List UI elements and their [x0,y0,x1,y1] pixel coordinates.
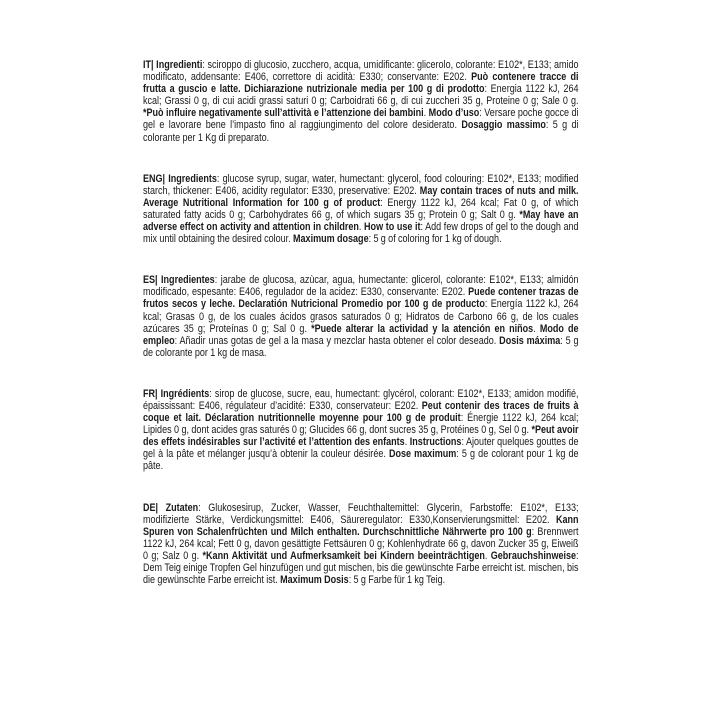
bold-text-segment: Kann Spuren von Schalenfrüchten und Milch enthalten. Durchschnittliche Nährwerte pro 100 g [143,513,579,538]
bold-text-segment: *Può influire negativamente sull’attività e l’attenzione dei bambini [143,107,424,120]
text-segment: . [404,436,410,449]
text-segment: . [358,221,365,234]
text-segment: : 5 g di colorante per 1 Kg di preparato. [143,119,579,144]
bold-text-segment: ES| Ingredientes [143,274,215,287]
bold-text-segment: *Kann Aktivität und Aufmerksamkeit bei Kindern beeinträchtigen [202,549,485,562]
ingredient-section-de [143,502,579,587]
text-segment: : Add few drops of gel to the dough and mix until obtaining the desired colour. [143,221,579,246]
bold-text-segment: Gebrauchshinweise [490,549,577,562]
bold-text-segment: Modo de empleo [143,322,579,347]
bold-text-segment: *Peut avoir des effets indésirables sur l’activité et l’attention des enfants [143,424,579,449]
bold-text-segment: Maximum dosage [293,233,369,246]
ingredient-section-eng [143,173,579,246]
text-segment: : jarabe de glucosa, azùcar, agua, humectante: glicerol, colorante: E102*, E133; almidón modificado, espesante: E406, regulador de la acidez: E330, conservante: E202. [143,274,579,299]
text-segment: : 5 g de colorante por 1 kg de masa. [143,334,579,359]
ingredient-section-fr [143,388,579,473]
text-segment: : Dem Teig einige Tropfen Gel hinzufügen und gut mischen, bis die gewünschte Farbe erreicht ist. mischen, bis die gewünschte Farbe erreicht ist. [143,549,579,587]
text-segment: : sirop de glucose, sucre, eau, humectant: glycérol, colorant: E102*, E133; amidon modifié, épaississant: E406, régulateur d’acidité: E330, conservateur: E202. [143,387,579,412]
text-segment: . [484,549,491,562]
bold-text-segment: DE| Zutaten [143,501,199,514]
text-segment: : glucose syrup, sugar, water, humectant: glycerol, food colouring: E102*, E133; modified starch, thickener: E406, acidity regulator: E330, preservative: E202. [143,172,579,197]
bold-text-segment: Dosaggio massimo [461,119,546,132]
text-segment: : 5 g de colorant pour 1 kg de pâte. [143,448,579,473]
bold-text-segment: Instructions [409,436,462,449]
text-segment: : sciroppo di glucosio, zucchero, acqua, umidificante: glicerolo, colorante: E102*, E133; amido modificato, addensante: E406, correttore di acidità: E330; conservante: E202. [143,59,579,84]
text-segment: : Glukosesirup, Zucker, Wasser, Feuchthaltemittel: Glycerin, Farbstoffe: E102*, E133; modifizierte Stärke, Verdickungsmittel: E406, Säureregulator: E330,Konservierungsmittel: E202. [143,501,579,526]
bold-text-segment: How to use it [364,221,421,234]
text-segment: : 5 g of coloring for 1 kg of dough. [368,233,502,246]
bold-text-segment: Dose maximum [388,448,457,461]
bold-text-segment: May contain traces of nuts and milk. Average Nutritional Information for 100 g of product [143,184,579,209]
bold-text-segment: *May have an adverse effect on activity and attention in children [143,208,579,234]
text-segment: : Energia 1122 kJ, 264 kcal; Grassi 0 g, di cui acidi grassi saturi 0 g; Carboidrati 66 g, di cui zuccheri 35 g, Proteine 0 g; Sale 0 g. [143,83,579,108]
bold-text-segment: Può contenere tracce di frutta a guscio e latte. Dichiarazione nutrizionale media per 100 g di prodotto [143,71,579,96]
text-segment: : Versare poche gocce di gel e lavorare bene l’impasto fino al raggiungimento del colore desiderato. [143,107,579,132]
text-segment: : 5 g Farbe für 1 kg Teig. [348,574,446,587]
bold-text-segment: Maximum Dosis [280,574,349,587]
text-segment: : Energy 1122 kJ, 264 kcal; Fat 0 g, of which saturated fatty acids 0 g; Carbohydrates 66 g, of which sugars 35 g; Protein 0 g; Salt 0 g. [143,196,579,221]
bold-text-segment: Dosis máxima [499,334,561,347]
text-segment: : Añadir unas gotas de gel a la masa y mezclar hasta obtener el color deseado. [174,334,500,347]
bold-text-segment: *Puede alterar la actividad y la atención en niños [311,322,534,335]
ingredient-section-es [143,274,579,359]
ingredient-section-it [143,59,579,144]
label-sections [143,59,579,586]
bold-text-segment: FR| Ingrédients [143,387,210,400]
text-segment: : Ajouter quelques gouttes de gel à la pâte et mélanger jusqu’à obtenir la couleur désirée. [143,436,579,461]
bold-text-segment: Puede contener trazas de frutos secos y leche. Declaratión Nutricional Promedio por 100 g de producto [143,286,579,311]
bold-text-segment: Peut contenir des traces de fruits à coque et lait. Déclaration nutritionnelle moyenne pour 100 g de produit [143,399,579,425]
bold-text-segment: Modo d’uso [428,107,480,120]
text-segment: : Energía 1122 kJ, 264 kcal; Grasas 0 g, de los cuales ácidos grasos saturados 0 g; Hidratos de Carbono 66 g, de los cuales azúcares 35 g; Proteínas 0 g; Sal 0 g. [143,298,579,335]
bold-text-segment: ENG| Ingredients [143,172,217,185]
text-segment: . [423,107,429,120]
bold-text-segment: IT| Ingredienti [143,59,203,71]
text-segment: : Brennwert 1122 kJ, 264 kcal; Fett 0 g, davon gesättigte Fettsäuren 0 g; Kohlenhydrate 66 g, davon Zucker 35 g, Eiweiß 0 g; Salz 0 g. [143,525,579,562]
text-segment: : Énergie 1122 kJ, 264 kcal; Lipides 0 g, dont acides gras saturés 0 g; Glucides 66 g, dont sucres 35 g, Protéines 0 g, Sel 0 g. [143,412,579,437]
text-segment: . [533,322,540,335]
